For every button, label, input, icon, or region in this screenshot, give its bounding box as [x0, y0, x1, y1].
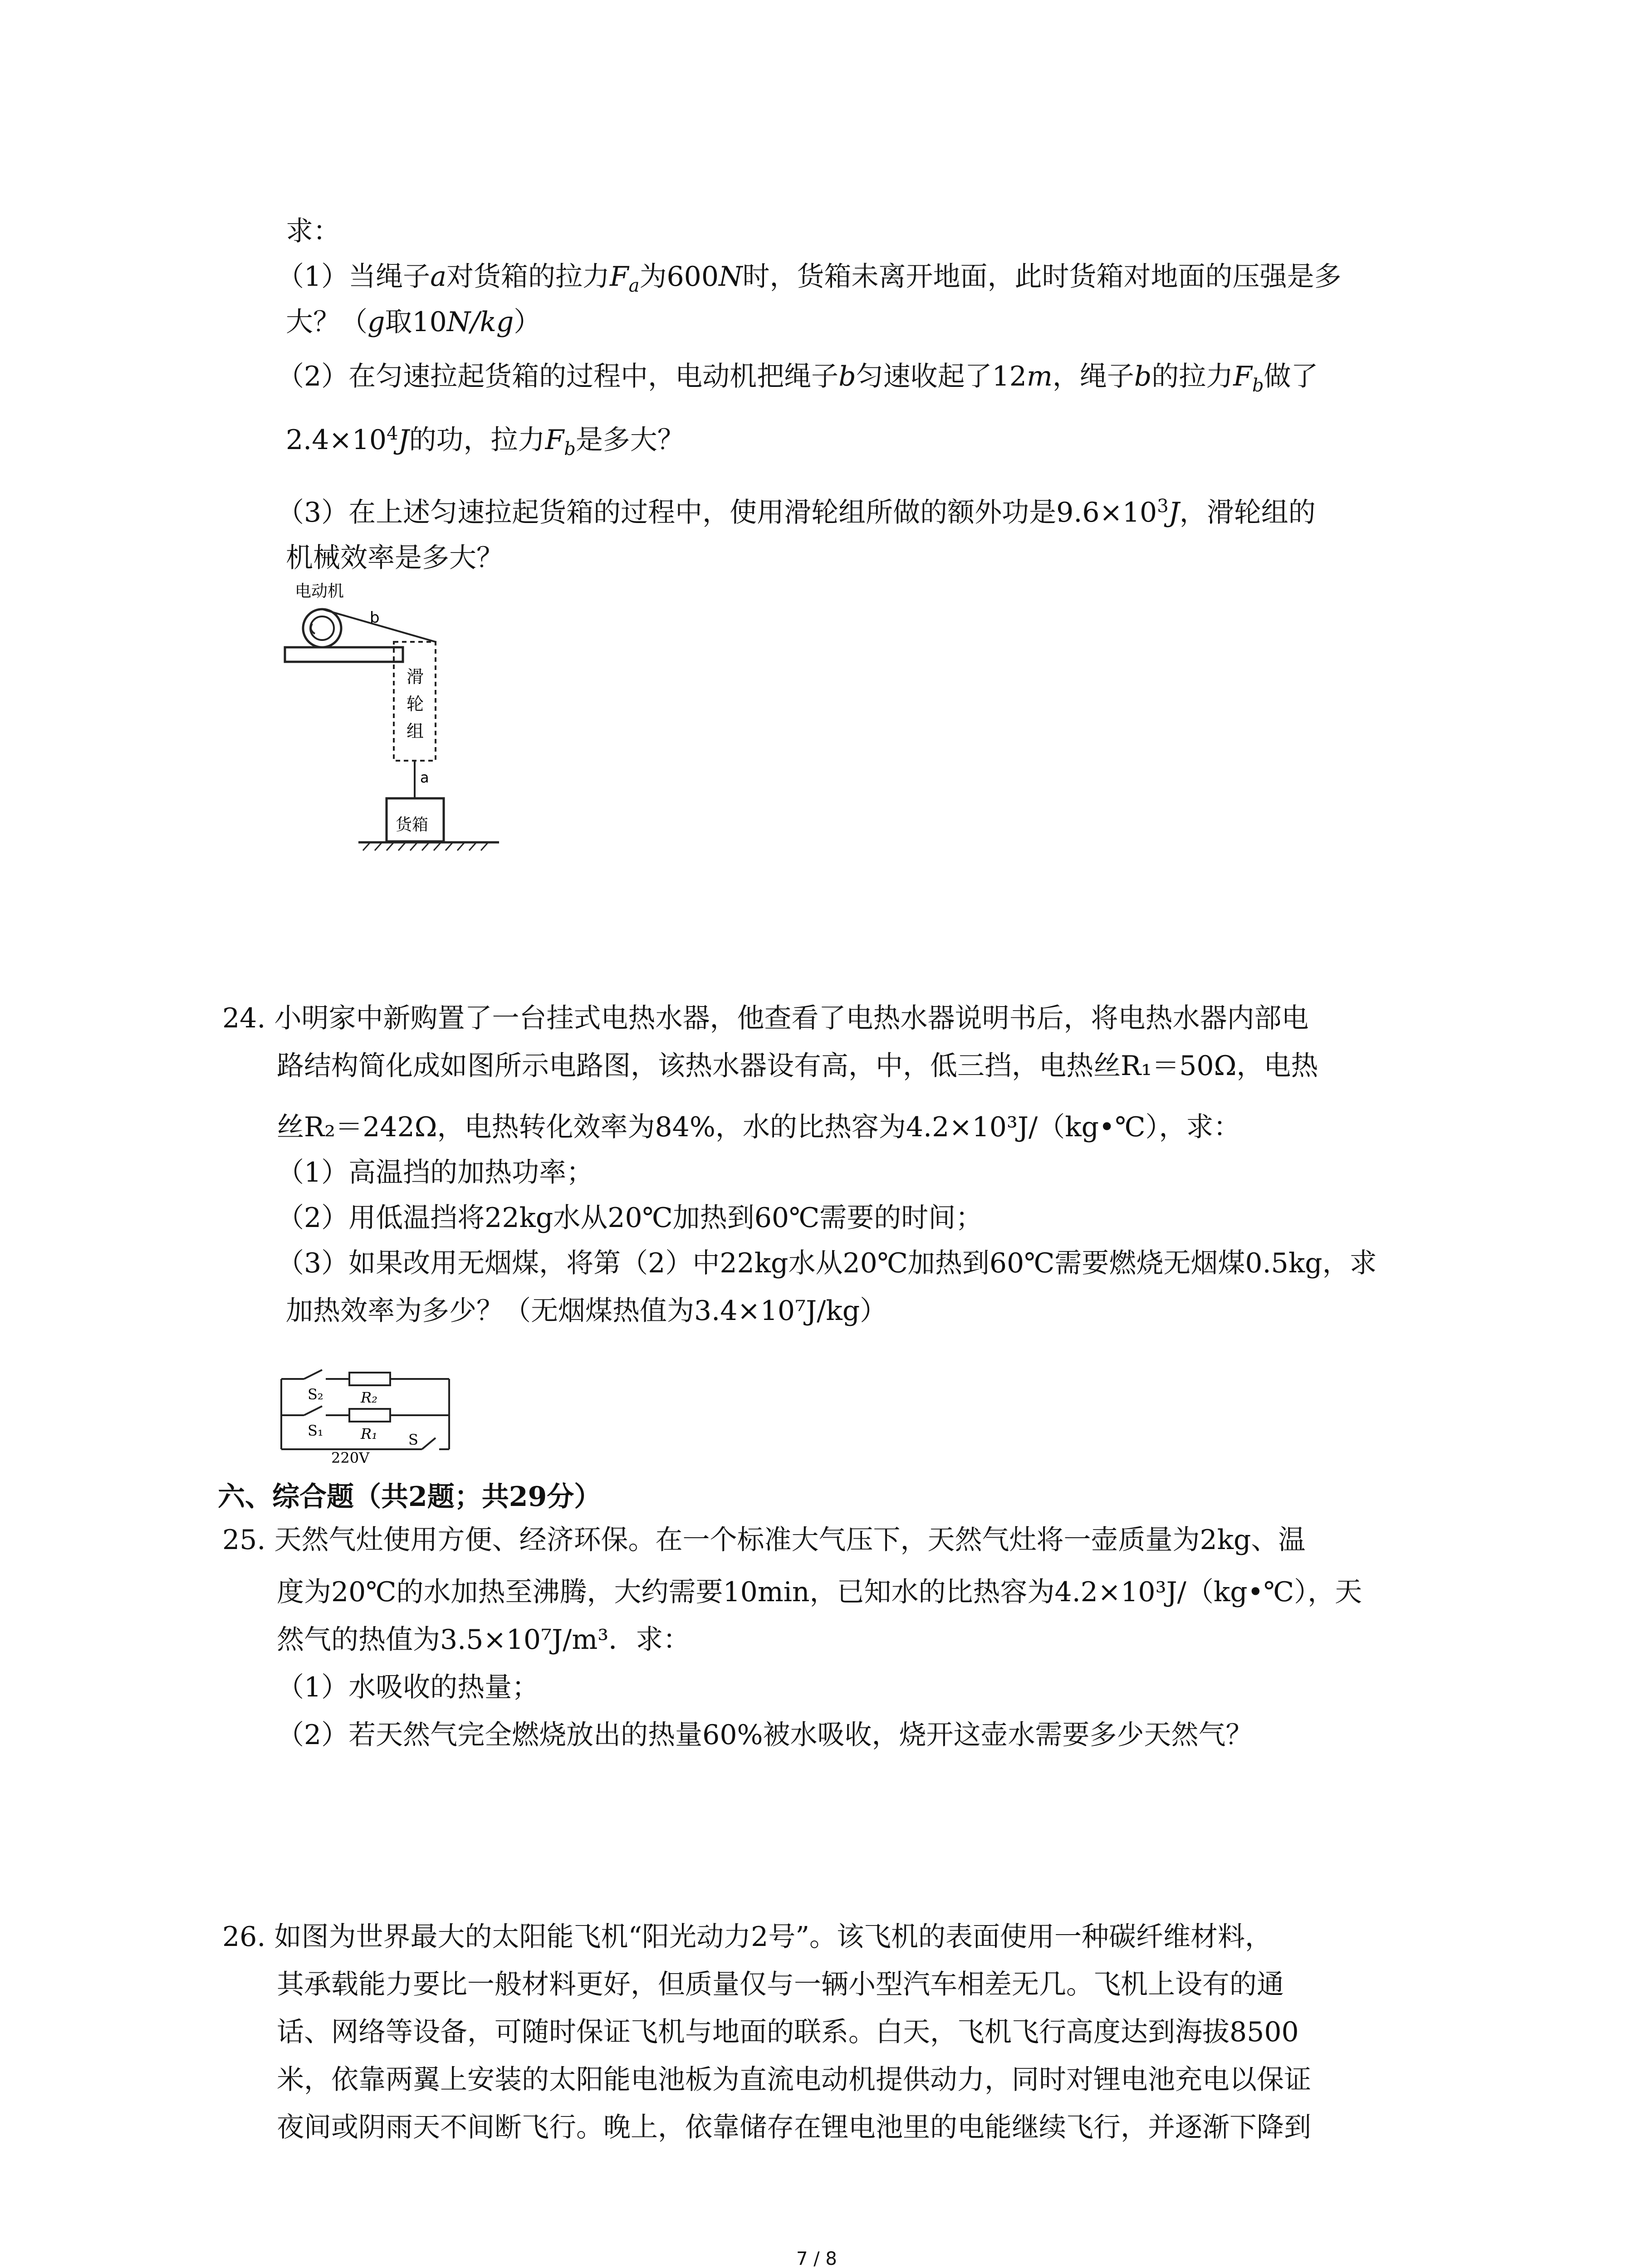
motor-label: 电动机: [295, 582, 344, 601]
resistor-r1: [349, 1409, 390, 1422]
motor-drum: [303, 609, 341, 647]
resistor-r2: [349, 1373, 390, 1385]
q24-line7: 加热效率为多少？（无烟煤热值为3.4×10⁷J/kg）: [286, 1295, 887, 1327]
support-beam: [285, 647, 403, 662]
resistor-r2-label: R₂: [361, 1389, 377, 1406]
q25-line4: （1）水吸收的热量；: [277, 1672, 539, 1703]
pulley-label-2: 轮: [407, 694, 424, 714]
q23-ask: 求：: [286, 215, 340, 247]
pulley-system-figure: [272, 578, 554, 860]
q26-line5: 夜间或阴雨天不间断飞行。晚上，依靠储存在锂电池里的电能继续飞行，并逐渐下降到: [277, 2112, 1311, 2143]
q23-part3-line2: 机械效率是多大？: [286, 542, 504, 574]
q26-line3: 话、网络等设备，可随时保证飞机与地面的联系。白天，飞机飞行高度达到海拔8500: [277, 2016, 1299, 2048]
switch-s1-label: S₁: [308, 1422, 323, 1439]
q26-line4: 米，依靠两翼上安装的太阳能电池板为直流电动机提供动力，同时对锂电池充电以保证: [277, 2064, 1311, 2096]
switch-s2-label: S₂: [308, 1386, 323, 1403]
section-6-heading: 六、综合题（共2题；共29分）: [218, 1481, 602, 1513]
q24-line5: （2）用低温挡将22kg水从20℃加热到60℃需要的时间；: [277, 1202, 983, 1234]
switch-s: [422, 1438, 436, 1449]
voltage-label: 220V: [331, 1449, 370, 1465]
resistor-r1-label: R₁: [361, 1425, 377, 1442]
q25-line1: 25. 天然气灶使用方便、经济环保。在一个标准大气压下，天然气灶将一壶质量为2kg、温: [222, 1524, 1306, 1556]
pulley-label-3: 组: [407, 721, 424, 741]
q25-line5: （2）若天然气完全燃烧放出的热量60%被水吸收，烧开这壶水需要多少天然气？: [277, 1719, 1253, 1751]
rope-a-label: a: [420, 769, 429, 786]
q25-line2: 度为20℃的水加热至沸腾，大约需要10min，已知水的比热容为4.2×10³J/（kg•℃），天: [277, 1576, 1362, 1608]
pulley-label-1: 滑: [407, 667, 424, 687]
q23-part1-line1: （1）当绳子a对货箱的拉力$F_a$为600N时，货箱未离开地面，此时货箱对地面的压强是多: [277, 261, 1342, 296]
q24-line4: （1）高温挡的加热功率；: [277, 1157, 594, 1188]
rope-b-label: b: [370, 609, 380, 627]
switch-s-label: S: [408, 1431, 418, 1448]
q23-part2-line2: $2.4\times 10^4J$的功，拉力$F_b$是多大？: [286, 423, 685, 459]
cargo-box-label: 货箱: [396, 816, 429, 834]
circuit-diagram: [272, 1352, 463, 1465]
motor-inner-ring: [310, 616, 334, 640]
switch-s1: [304, 1406, 322, 1415]
q24-line2: 路结构简化成如图所示电路图，该热水器设有高，中，低三挡，电热丝R₁＝50Ω，电热: [277, 1050, 1318, 1082]
q25-line3: 然气的热值为3.5×10⁷J/m³．求：: [277, 1624, 691, 1656]
ground-hatching: [363, 842, 488, 850]
q23-part3-line1: （3）在上述匀速拉起货箱的过程中，使用滑轮组所做的额外功是$9.6\times 10^3J$，滑轮组的: [277, 496, 1316, 528]
q26-line1: 26. 如图为世界最大的太阳能飞机“阳光动力2号”。该飞机的表面使用一种碳纤维材料，: [222, 1921, 1273, 1953]
q23-part1-line2: 大？（g取10N/kg）: [286, 306, 541, 338]
switch-s2: [304, 1370, 322, 1379]
q24-line6: （3）如果改用无烟煤，将第（2）中22kg水从20℃加热到60℃需要燃烧无烟煤0.5kg，求: [277, 1247, 1377, 1279]
q24-line3: 丝R₂＝242Ω，电热转化效率为84%，水的比热容为4.2×10³J/（kg•℃），求：: [277, 1111, 1241, 1143]
page-number: 7 / 8: [796, 2248, 837, 2268]
q24-line1: 24. 小明家中新购置了一台挂式电热水器，他查看了电热水器说明书后，将电热水器内部电: [222, 1002, 1309, 1034]
q23-part2-line1: （2）在匀速拉起货箱的过程中，电动机把绳子b匀速收起了12m，绳子b的拉力$F_b$做了: [277, 361, 1318, 396]
q26-line2: 其承载能力要比一般材料更好，但质量仅与一辆小型汽车相差无几。飞机上设有的通: [277, 1969, 1284, 2000]
